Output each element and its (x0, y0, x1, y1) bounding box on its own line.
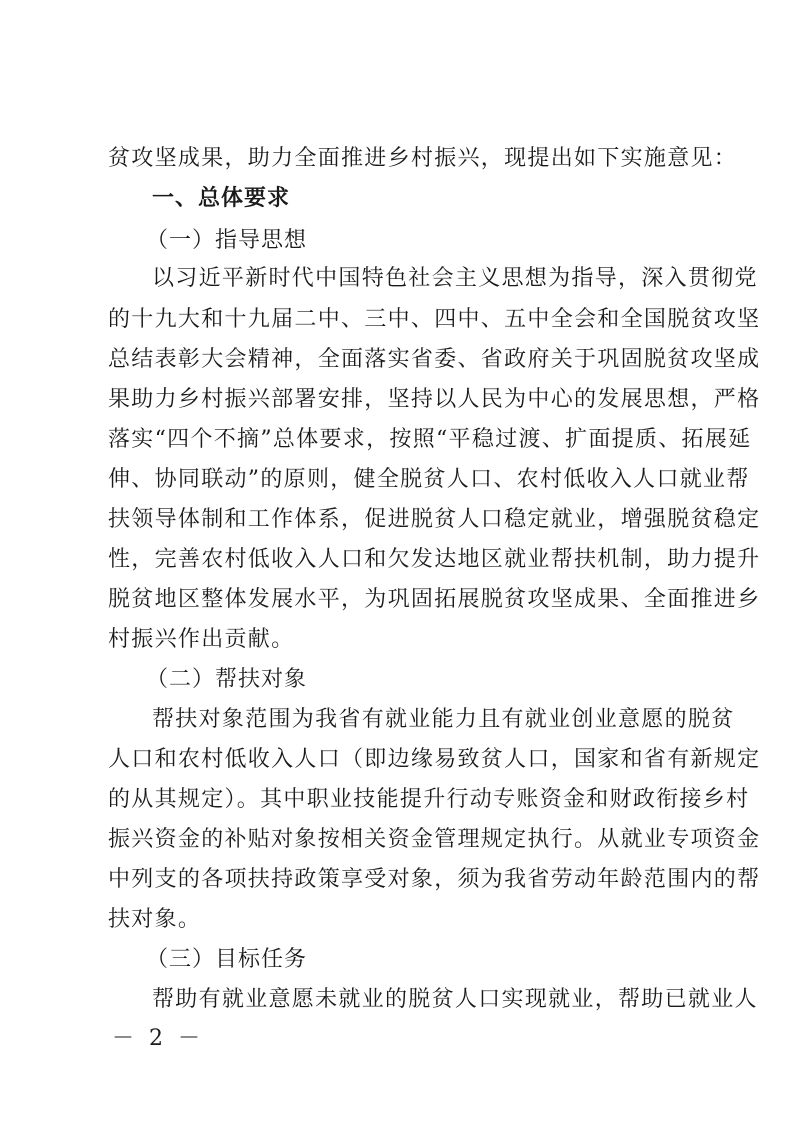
paragraph-line: 脱贫地区整体发展水平，为巩固拓展脱贫攻坚成果、全面推进乡 (108, 587, 761, 612)
paragraph-line: 贫攻坚成果，助力全面推进乡村振兴，现提出如下实施意见： (108, 146, 738, 171)
section-heading: 一、总体要求 (152, 186, 291, 211)
paragraph-line: 帮扶对象范围为我省有就业能力且有就业创业意愿的脱贫 (152, 707, 735, 732)
paragraph-line: 的十九大和十九届二中、三中、四中、五中全会和全国脱贫攻坚 (108, 307, 761, 332)
paragraph-line: 总结表彰大会精神，全面落实省委、省政府关于巩固脱贫攻坚成 (108, 347, 761, 372)
page-number: － 2 － (112, 1026, 204, 1051)
paragraph-line: 扶对象。 (108, 907, 202, 932)
paragraph-line: 振兴资金的补贴对象按相关资金管理规定执行。从就业专项资金 (108, 827, 761, 852)
paragraph-line: 村振兴作出贡献。 (108, 627, 295, 652)
paragraph-line: 以习近平新时代中国特色社会主义思想为指导，深入贯彻党 (152, 266, 758, 291)
paragraph-line: 果助力乡村振兴部署安排，坚持以人民为中心的发展思想，严格 (108, 387, 761, 412)
paragraph-line: 的从其规定）。其中职业技能提升行动专账资金和财政衔接乡村 (108, 787, 750, 812)
paragraph-line: 人口和农村低收入人口（即边缘易致贫人口，国家和省有新规定 (108, 747, 761, 772)
paragraph-line: 伸、协同联动”的原则，健全脱贫人口、农村低收入人口就业帮 (108, 467, 750, 492)
paragraph-line: 扶领导体制和工作体系，促进脱贫人口稳定就业，增强脱贫稳定 (108, 507, 761, 532)
subsection-heading: （三）目标任务 (146, 947, 308, 972)
paragraph-line: 落实“四个不摘”总体要求，按照“平稳过渡、扩面提质、拓展延 (108, 427, 752, 452)
subsection-heading: （二）帮扶对象 (146, 667, 308, 692)
paragraph-line: 中列支的各项扶持政策享受对象，须为我省劳动年龄范围内的帮 (108, 867, 761, 892)
subsection-heading: （一）指导思想 (146, 228, 308, 253)
paragraph-line: 帮助有就业意愿未就业的脱贫人口实现就业，帮助已就业人 (152, 987, 758, 1012)
paragraph-line: 性，完善农村低收入人口和欠发达地区就业帮扶机制，助力提升 (108, 547, 761, 572)
